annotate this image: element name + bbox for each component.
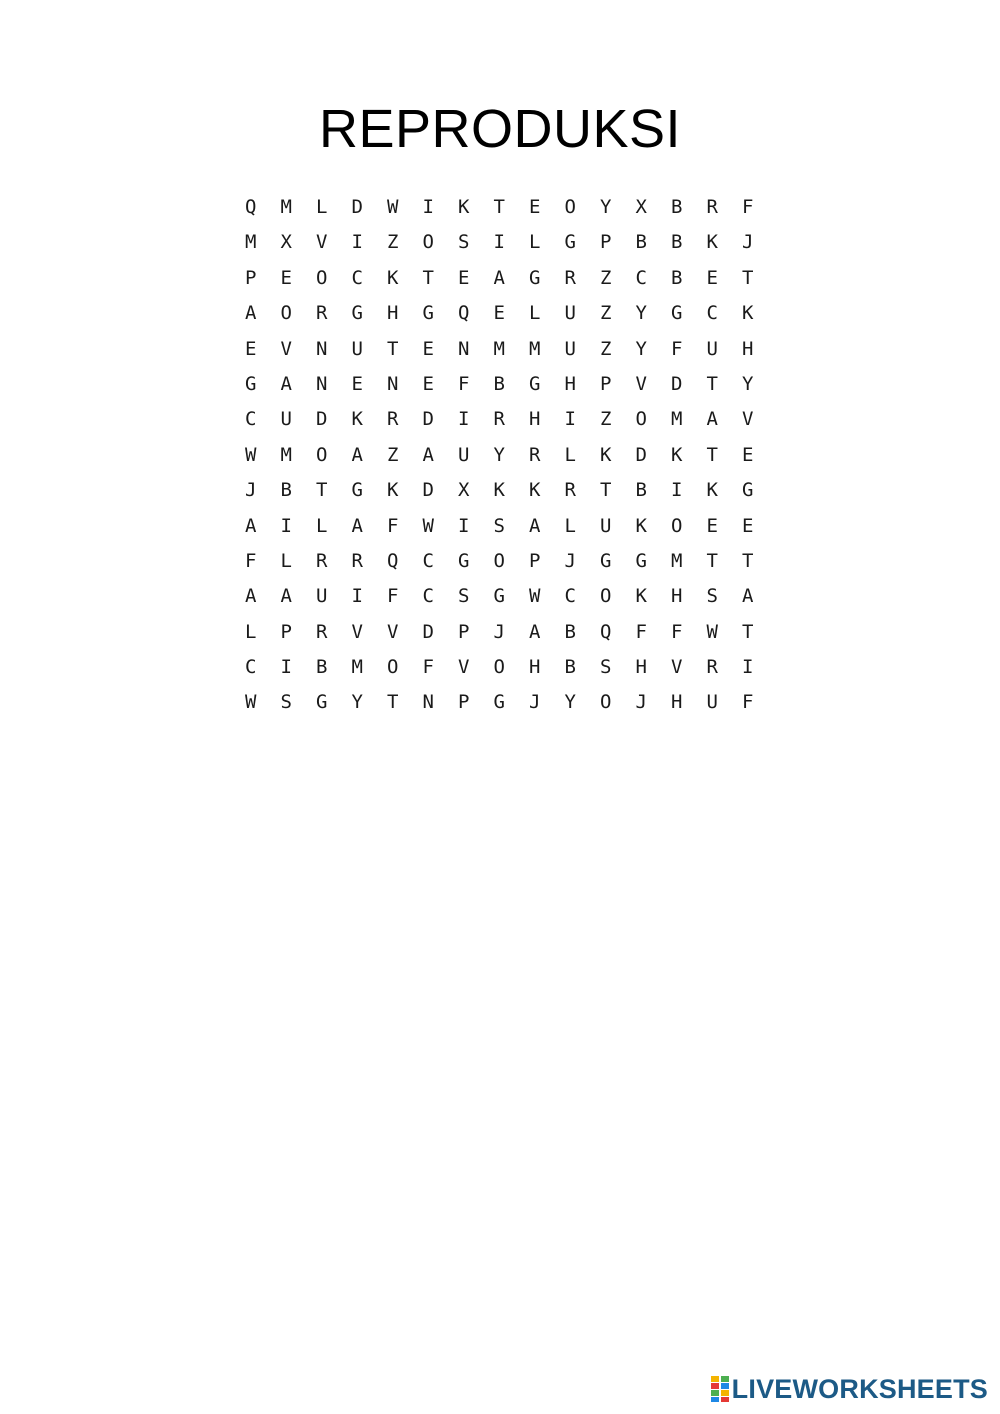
grid-cell: I <box>671 479 683 502</box>
grid-cell: C <box>351 266 363 289</box>
grid-cell: L <box>280 549 292 572</box>
grid-cell: C <box>245 656 257 679</box>
grid-cell: M <box>671 408 683 431</box>
grid-cell: L <box>245 620 257 643</box>
grid-cell: Z <box>600 337 612 360</box>
grid-cell: O <box>493 656 505 679</box>
grid-cell: K <box>529 479 541 502</box>
grid-cell: K <box>671 443 683 466</box>
grid-cell: E <box>742 443 754 466</box>
grid-cell: S <box>280 691 292 714</box>
grid-cell: G <box>493 691 505 714</box>
grid-cell: E <box>742 514 754 537</box>
grid-cell: T <box>742 266 754 289</box>
grid-cell: U <box>706 337 718 360</box>
grid-cell: V <box>280 337 292 360</box>
grid-cell: J <box>493 620 505 643</box>
grid-cell: B <box>280 479 292 502</box>
grid-cell: T <box>706 549 718 572</box>
grid-cell: T <box>706 443 718 466</box>
grid-cell: R <box>316 620 328 643</box>
grid-cell: B <box>671 231 683 254</box>
grid-cell: D <box>422 408 434 431</box>
grid-cell: C <box>564 585 576 608</box>
grid-cell: I <box>351 585 363 608</box>
grid-cell: Z <box>387 443 399 466</box>
grid-cell: G <box>351 479 363 502</box>
grid-cell: G <box>351 302 363 325</box>
grid-cell: Y <box>600 196 612 218</box>
grid-cell: X <box>280 231 292 254</box>
grid-cell: I <box>742 656 754 679</box>
grid-cell: S <box>706 585 718 608</box>
grid-cell: X <box>635 196 647 218</box>
grid-cell: Z <box>600 302 612 325</box>
grid-cell: L <box>529 231 541 254</box>
grid-cell: N <box>316 372 328 395</box>
grid-cell: T <box>422 266 434 289</box>
grid-cell: T <box>742 549 754 572</box>
grid-cell: Y <box>564 691 576 714</box>
grid-cell: H <box>564 372 576 395</box>
grid-cell: M <box>529 337 541 360</box>
grid-cell: C <box>245 408 257 431</box>
grid-cell: R <box>529 443 541 466</box>
grid-cell: F <box>387 514 399 537</box>
grid-cell: H <box>529 408 541 431</box>
grid-cell: T <box>316 479 328 502</box>
grid-cell: H <box>529 656 541 679</box>
grid-cell: D <box>351 196 363 218</box>
grid-cell: S <box>458 231 470 254</box>
grid-cell: A <box>529 620 541 643</box>
grid-cell: Y <box>742 372 754 395</box>
grid-cell: O <box>280 302 292 325</box>
grid-cell: D <box>671 372 683 395</box>
grid-cell: V <box>387 620 399 643</box>
grid-cell: Q <box>387 549 399 572</box>
grid-cell: R <box>351 549 363 572</box>
grid-cell: U <box>458 443 470 466</box>
grid-cell: I <box>280 656 292 679</box>
grid-cell: I <box>422 196 434 218</box>
grid-cell: S <box>458 585 470 608</box>
grid-cell: V <box>458 656 470 679</box>
grid-cell: J <box>564 549 576 572</box>
grid-cell: C <box>422 585 434 608</box>
grid-cell: R <box>387 408 399 431</box>
grid-cell: T <box>493 196 505 218</box>
grid-cell: I <box>280 514 292 537</box>
grid-cell: W <box>529 585 541 608</box>
grid-cell: O <box>493 549 505 572</box>
grid-cell: Q <box>600 620 612 643</box>
grid-cell: J <box>245 479 257 502</box>
grid-cell: A <box>706 408 718 431</box>
grid-cell: Q <box>458 302 470 325</box>
grid-cell: P <box>280 620 292 643</box>
grid-cell: F <box>671 620 683 643</box>
grid-cell: A <box>351 514 363 537</box>
grid-cell: I <box>458 514 470 537</box>
grid-cell: W <box>387 196 399 218</box>
grid-cell: W <box>706 620 718 643</box>
grid-cell: O <box>600 585 612 608</box>
grid-cell: T <box>706 372 718 395</box>
grid-cell: T <box>387 337 399 360</box>
grid-cell: L <box>316 514 328 537</box>
grid-cell: Z <box>600 266 612 289</box>
grid-cell: B <box>316 656 328 679</box>
grid-cell: A <box>529 514 541 537</box>
grid-cell: A <box>245 585 257 608</box>
grid-cell: A <box>280 585 292 608</box>
grid-cell: Y <box>635 337 647 360</box>
grid-cell: E <box>351 372 363 395</box>
grid-cell: O <box>671 514 683 537</box>
grid-cell: U <box>280 408 292 431</box>
grid-cell: M <box>245 231 257 254</box>
grid-cell: G <box>671 302 683 325</box>
grid-cell: V <box>316 231 328 254</box>
grid-cell: R <box>564 266 576 289</box>
grid-cell: A <box>493 266 505 289</box>
grid-cell: F <box>742 691 754 714</box>
grid-cell: H <box>387 302 399 325</box>
grid-cell: S <box>600 656 612 679</box>
grid-cell: P <box>529 549 541 572</box>
grid-cell: S <box>493 514 505 537</box>
grid-cell: D <box>422 620 434 643</box>
grid-cell: F <box>422 656 434 679</box>
grid-cell: K <box>742 302 754 325</box>
grid-cell: R <box>706 196 718 218</box>
grid-cell: W <box>422 514 434 537</box>
grid-cell: G <box>529 372 541 395</box>
grid-cell: V <box>351 620 363 643</box>
grid-cell: I <box>493 231 505 254</box>
grid-cell: D <box>316 408 328 431</box>
grid-cell: H <box>671 585 683 608</box>
grid-cell: B <box>671 266 683 289</box>
grid-cell: M <box>493 337 505 360</box>
grid-cell: Z <box>600 408 612 431</box>
grid-cell: R <box>564 479 576 502</box>
grid-cell: K <box>458 196 470 218</box>
grid-cell: D <box>422 479 434 502</box>
grid-cell: O <box>600 691 612 714</box>
grid-cell: K <box>706 231 718 254</box>
grid-cell: G <box>742 479 754 502</box>
grid-cell: Q <box>245 196 257 218</box>
grid-cell: N <box>458 337 470 360</box>
grid-cell: P <box>458 691 470 714</box>
grid-cell: O <box>635 408 647 431</box>
grid-cell: K <box>635 585 647 608</box>
grid-cell: U <box>706 691 718 714</box>
grid-cell: G <box>529 266 541 289</box>
grid-cell: Y <box>493 443 505 466</box>
grid-cell: X <box>458 479 470 502</box>
word-search-grid <box>233 190 766 721</box>
grid-cell: V <box>671 656 683 679</box>
grid-cell: R <box>316 302 328 325</box>
liveworksheets-logo-icon <box>711 1376 729 1402</box>
grid-cell: R <box>706 656 718 679</box>
grid-cell: I <box>351 231 363 254</box>
grid-cell: Y <box>351 691 363 714</box>
grid-cell: G <box>316 691 328 714</box>
grid-cell: U <box>316 585 328 608</box>
grid-cell: E <box>458 266 470 289</box>
grid-cell: U <box>600 514 612 537</box>
grid-cell: I <box>458 408 470 431</box>
grid-cell: B <box>564 656 576 679</box>
grid-cell: H <box>671 691 683 714</box>
grid-cell: R <box>493 408 505 431</box>
grid-cell: J <box>635 691 647 714</box>
grid-cell: T <box>742 620 754 643</box>
grid-cell: J <box>529 691 541 714</box>
grid-cell: L <box>564 514 576 537</box>
liveworksheets-brand <box>711 1373 988 1405</box>
grid-cell: E <box>529 196 541 218</box>
grid-cell: T <box>387 691 399 714</box>
grid-cell: K <box>387 266 399 289</box>
grid-cell: E <box>422 337 434 360</box>
grid-cell: W <box>245 691 257 714</box>
grid-cell: E <box>280 266 292 289</box>
grid-cell: B <box>671 196 683 218</box>
grid-cell: P <box>600 372 612 395</box>
grid-cell: F <box>671 337 683 360</box>
grid-cell: A <box>280 372 292 395</box>
grid-cell: U <box>351 337 363 360</box>
grid-cell: K <box>351 408 363 431</box>
grid-cell: E <box>493 302 505 325</box>
grid-cell: N <box>316 337 328 360</box>
grid-cell: O <box>316 266 328 289</box>
grid-cell: Y <box>635 302 647 325</box>
grid-cell: G <box>493 585 505 608</box>
grid-cell: N <box>387 372 399 395</box>
grid-cell: P <box>458 620 470 643</box>
grid-cell: E <box>422 372 434 395</box>
grid-cell: F <box>387 585 399 608</box>
grid-cell: B <box>635 479 647 502</box>
grid-cell: G <box>564 231 576 254</box>
grid-cell: U <box>564 302 576 325</box>
grid-cell: P <box>245 266 257 289</box>
grid-cell: O <box>422 231 434 254</box>
grid-cell: Z <box>387 231 399 254</box>
grid-cell: H <box>742 337 754 360</box>
brand-name: LIVEWORKSHEETS <box>731 1373 988 1404</box>
grid-cell: O <box>387 656 399 679</box>
grid-cell: K <box>387 479 399 502</box>
grid-cell: W <box>245 443 257 466</box>
grid-cell: C <box>706 302 718 325</box>
grid-cell: F <box>458 372 470 395</box>
grid-cell: P <box>600 231 612 254</box>
grid-cell: M <box>351 656 363 679</box>
grid-cell: B <box>564 620 576 643</box>
grid-cell: L <box>564 443 576 466</box>
grid-cell: G <box>458 549 470 572</box>
grid-cell: A <box>742 585 754 608</box>
page-title: REPRODUKSI <box>318 99 682 159</box>
grid-cell: F <box>635 620 647 643</box>
grid-cell: G <box>422 302 434 325</box>
grid-cell: E <box>706 514 718 537</box>
grid-cell: K <box>706 479 718 502</box>
grid-cell: C <box>635 266 647 289</box>
grid-cell: T <box>600 479 612 502</box>
grid-cell: C <box>422 549 434 572</box>
grid-cell: A <box>245 514 257 537</box>
grid-cell: L <box>529 302 541 325</box>
grid-cell: B <box>635 231 647 254</box>
grid-cell: I <box>564 408 576 431</box>
grid-cell: B <box>493 372 505 395</box>
grid-cell: E <box>245 337 257 360</box>
grid-cell: K <box>635 514 647 537</box>
grid-cell: M <box>280 196 292 218</box>
grid-cell: G <box>600 549 612 572</box>
grid-cell: G <box>245 372 257 395</box>
grid-cell: D <box>635 443 647 466</box>
grid-cell: G <box>635 549 647 572</box>
grid-cell: K <box>600 443 612 466</box>
grid-cell: A <box>422 443 434 466</box>
grid-cell: J <box>742 231 754 254</box>
grid-cell: H <box>635 656 647 679</box>
grid-cell: K <box>493 479 505 502</box>
grid-cell: O <box>316 443 328 466</box>
grid-cell: M <box>671 549 683 572</box>
grid-cell: F <box>742 196 754 218</box>
grid-cell: F <box>245 549 257 572</box>
grid-cell: N <box>422 691 434 714</box>
grid-cell: A <box>245 302 257 325</box>
grid-cell: V <box>742 408 754 431</box>
grid-cell: R <box>316 549 328 572</box>
grid-cell: A <box>351 443 363 466</box>
grid-cell: U <box>564 337 576 360</box>
grid-cell: M <box>280 443 292 466</box>
grid-cell: E <box>706 266 718 289</box>
grid-cell: L <box>316 196 328 218</box>
grid-cell: O <box>564 196 576 218</box>
grid-cell: V <box>635 372 647 395</box>
